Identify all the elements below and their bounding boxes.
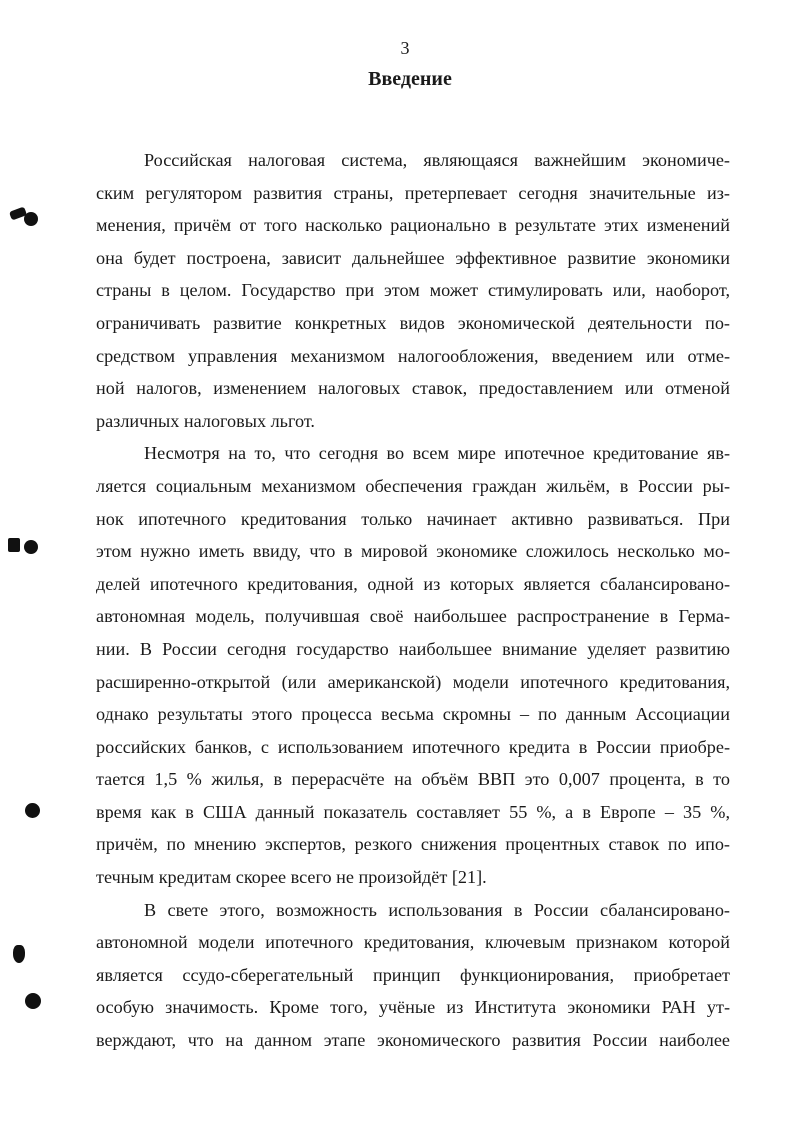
- text-line: российских банков, с использованием ипотечного кредита в России приобре-: [96, 736, 730, 757]
- text-line: является ссудо-сберегательный принцип функционирования, приобретает: [96, 964, 730, 985]
- text-line: автономная модель, получившая своё наибольшее распространение в Герма-: [96, 606, 730, 627]
- text-line: ским регулятором развития страны, претерпевает сегодня значительные из-: [96, 182, 730, 203]
- text-line: ной налогов, изменением налоговых ставок, предоставлением или отменой: [96, 378, 730, 399]
- text-line: нии. В России сегодня государство наибольшее внимание уделяет развитию: [96, 638, 730, 659]
- binder-hole-mark: [25, 993, 41, 1009]
- page-title: Введение: [368, 68, 452, 90]
- text-line: менения, причём от того насколько рационально в результате этих изменений: [96, 215, 730, 236]
- text-line: страны в целом. Государство при этом может стимулировать или, наоборот,: [96, 280, 730, 301]
- text-line: В свете этого, возможность использования в России сбалансировано-: [144, 899, 730, 920]
- scan-mark: [13, 945, 25, 963]
- text-line: делей ипотечного кредитования, одной из которых является сбалансировано-: [96, 573, 730, 594]
- text-line: средством управления механизмом налогообложения, введением или отме-: [96, 345, 730, 366]
- text-line: ляется социальным механизмом обеспечения граждан жильём, в России ры-: [96, 475, 730, 496]
- text-line: время как в США данный показатель составляет 55 %, а в Европе – 35 %,: [96, 801, 730, 822]
- binder-hole-mark: [25, 803, 40, 818]
- scan-mark: [8, 538, 20, 552]
- paragraph-1: [96, 144, 730, 437]
- body-text: [96, 144, 730, 1057]
- text-line: причём, по мнению экспертов, резкого снижения процентных ставок по ипо-: [96, 834, 730, 855]
- text-line: этом нужно иметь ввиду, что в мировой экономике сложилось несколько мо-: [96, 541, 730, 562]
- text-line: верждают, что на данном этапе экономического развития России наиболее: [96, 1030, 730, 1051]
- text-line: она будет построена, зависит дальнейшее эффективное развитие экономики: [96, 247, 730, 268]
- text-line: расширенно-открытой (или американской) модели ипотечного кредитования,: [96, 671, 730, 692]
- text-line: автономной модели ипотечного кредитования, ключевым признаком которой: [96, 932, 730, 953]
- text-line: различных налоговых льгот.: [96, 410, 315, 431]
- paragraph-3: [96, 894, 730, 1057]
- paragraph-2: [96, 437, 730, 893]
- text-line: нок ипотечного кредитования только начинает активно развиваться. При: [96, 508, 730, 529]
- text-line: Российская налоговая система, являющаяся важнейшим экономиче-: [144, 150, 730, 170]
- page-number: 3: [400, 38, 410, 58]
- text-line: особую значимость. Кроме того, учёные из Института экономики РАН ут-: [96, 997, 730, 1018]
- binder-hole-mark: [24, 212, 38, 226]
- binder-hole-mark: [24, 540, 38, 554]
- text-line: ограничивать развитие конкретных видов экономической деятельности по-: [96, 312, 730, 333]
- text-line: течным кредитам скорее всего не произойдёт [21].: [96, 867, 487, 888]
- text-line: Несмотря на то, что сегодня во всем мире ипотечное кредитование яв-: [144, 443, 730, 464]
- text-line: однако результаты этого процесса весьма скромны – по данным Ассоциации: [96, 704, 730, 725]
- text-line: тается 1,5 % жилья, в перерасчёте на объём ВВП это 0,007 процента, в то: [96, 769, 730, 790]
